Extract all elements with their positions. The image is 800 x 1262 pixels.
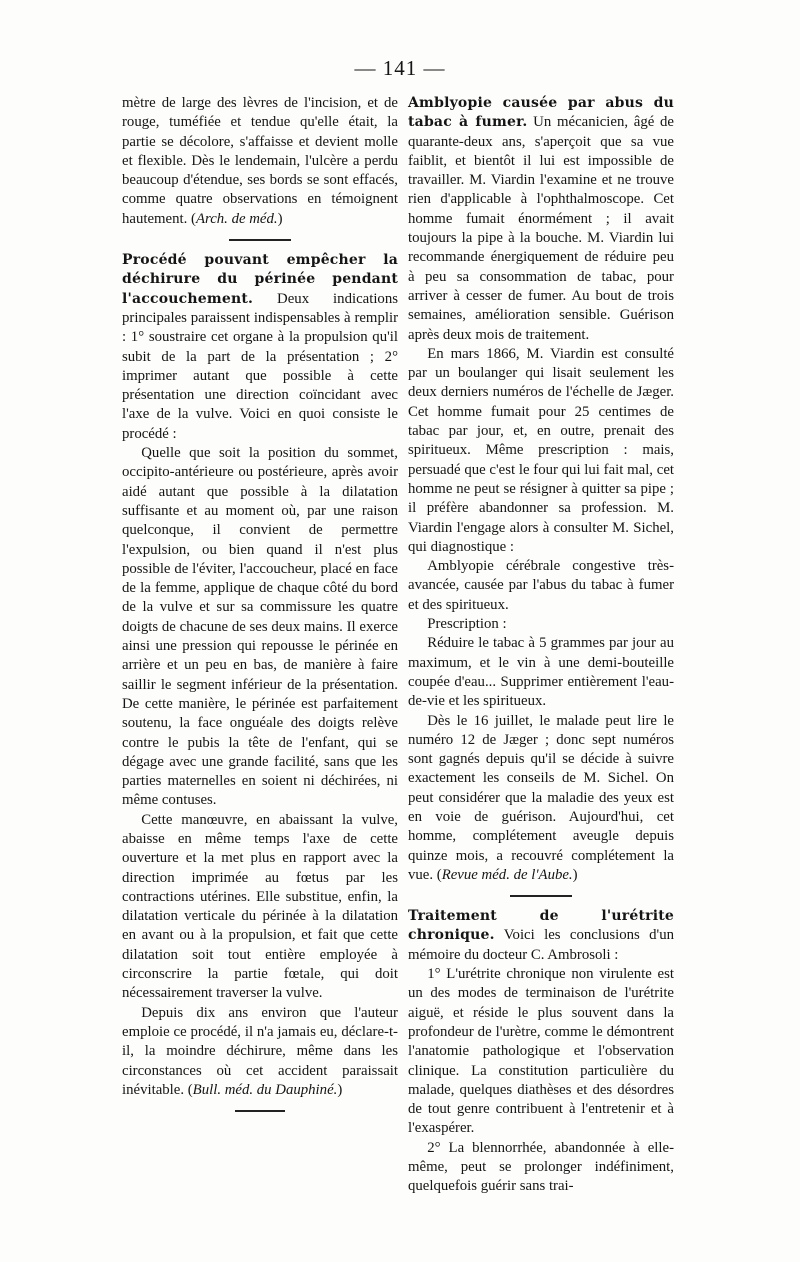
paragraph-text: ) (277, 210, 283, 227)
paragraph-text: Un mécanicien, âgé de quarante-deux ans, s'aperçoit que sa vue faiblit, et bientôt il lui est impossible de travailler. M. Viardin l'examine et ne trouve rien d'applicable à l'ophthalmoscope. Cet homme fumait énormément ; il avait toujours la pipe à la bouche. M. Viardin lui recommande énergiquement de réduire peu à peu sa consommation de tabac, pour arriver à cesser de fumer. Au bout de trois semaines, amélioration sensible. Guérison après deux mois de traitement. (408, 114, 674, 343)
paragraph (408, 712, 674, 886)
paragraph: Cette manœuvre, en abaissant la vulve, abaisse en même temps l'axe de cette ouverture et la met plus en rapport avec la direction imprimée au fœtus par les contractions utérines. Elle substitue, enfin, la dilatation verticale du périnée à la dilatation en avant ou à la propulsion, et fait que cette dilatation soit tout entière employée à circonscrire la partie fœtale, qui doit nécessairement traverser la vulve. (122, 811, 398, 1002)
section-heading: Procédé pouvant empêcher la déchirure du périnée pendant l'accouchement. (122, 252, 398, 307)
section-divider (235, 1110, 285, 1112)
paragraph (122, 1004, 398, 1100)
paragraph-text: Voici les conclusions d'un mémoire du docteur C. Ambrosoli : (408, 927, 674, 963)
paragraph (408, 94, 674, 345)
paragraph: Amblyopie cérébrale congestive très-avancée, causée par l'abus du tabac à fumer et des spiritueux. (408, 558, 674, 613)
paragraph (122, 251, 398, 444)
paragraph: Quelle que soit la position du sommet, occipito-antérieure ou postérieure, après avoir aidé autant que possible à la dilatation suffisante et au moment où, par une raison quelconque, il convient de permettre l'expulsion, ou bien quand il n'est plus possible de l'éviter, l'accoucheur, placé en face de la femme, applique de chaque côté du bord de la vulve et sur sa commissure les quatre doigts de chacune de ses deux mains. Il exerce ainsi une pression qui repousse le périnée en arrière et un peu en bas, de manière à faire saillir le segment inférieur de la présentation. De cette manière, le périnée est parfaitement soutenu, la face onguéale des doigts relève contre le pubis la tête de l'enfant, qui se dégage avec une grande facilité, sans que les parties maternelles en soient ni déchirées, ni même contuses. (122, 445, 398, 809)
section-heading: Amblyopie causée par abus du tabac à fumer. (408, 95, 674, 131)
left-column (122, 94, 398, 1122)
paragraph-text: Dès le 16 juillet, le malade peut lire le numéro 12 de Jæger ; donc sept numéros sont gagnés depuis qu'il se décide à suivre exactement les conseils de M. Sichel. On peut considérer que la maladie des yeux est en voie de guérison. Aujourd'hui, cet homme, complétement aveugle depuis quinze mois, a recouvré complétement la vue. ( (408, 712, 674, 883)
paragraph: Réduire le tabac à 5 grammes par jour au maximum, et le vin à une demi-bouteille coupée d'eau... Supprimer entièrement l'eau-de-vie et les spiritueux. (408, 635, 674, 710)
paragraph-text: Depuis dix ans environ que l'auteur emploie ce procédé, il n'a jamais eu, déclare-t-il, la moindre déchirure, même dans les circonstances où cet accident paraissait inévitable. ( (122, 1004, 398, 1098)
section-divider (510, 895, 572, 897)
paragraph: En mars 1866, M. Viardin est consulté par un boulanger qui lisait seulement les deux derniers numéros de l'échelle de Jæger. Cet homme fumait pour 25 centimes de tabac par jour, et, en outre, prenait des spiritueux. Même prescription : mais, persuadé que c'est le four qui lui fait mal, cet homme ne peut se résigner à quitter sa pipe ; il préfère abandonner sa profession. M. Viardin l'engage alors à consulter M. Sichel, qui diagnostique : (408, 345, 674, 555)
citation: Arch. de méd. (195, 210, 278, 227)
paragraph: 1° L'urétrite chronique non virulente est un des modes de terminaison de l'urétrite aiguë, et réside le plus souvent dans la profondeur de l'urètre, comme le démontrent l'anatomie pathologique et l'observation clinique. La constitution particulière du malade, quelques diathèses et des désordres de tout genre contribuent à l'entretenir et à l'exaspérer. (408, 966, 674, 1137)
right-column (408, 94, 674, 1197)
paragraph (408, 907, 674, 965)
paragraph-text: mètre de large des lèvres de l'incision, et de rouge, tuméfiée et tendue qu'elle était, la partie se décolore, s'affaisse et devient molle et flexible. Dès le lendemain, l'ulcère a perdu beaucoup d'étendue, ses bords se sont effacés, comme quatre observations en témoignent hautement. ( (122, 95, 398, 227)
paragraph: 2° La blennorrhée, abandonnée à elle-même, peut se prolonger indéfiniment, quelquefois guérir sans trai- (408, 1139, 674, 1195)
citation: Revue méd. de l'Aube. (441, 866, 573, 883)
page-number: — 141 — (354, 56, 446, 80)
paragraph: Prescription : (427, 616, 507, 633)
paragraph-text: ) (337, 1081, 343, 1098)
section-heading: Traitement de l'urétrite chronique. (408, 908, 674, 944)
paragraph-text: Deux indications principales paraissent indispensables à remplir : 1° soustraire cet organe à la propulsion qu'il subit de la part de la présentation ; 2° imprimer autant que possible à cette présentation une direction coïncidant avec l'axe de la vulve. Voici en quoi consiste le procédé : (122, 290, 398, 442)
citation: Bull. méd. du Dauphiné. (192, 1081, 338, 1098)
paragraph (122, 94, 398, 229)
paragraph-text: ) (572, 866, 578, 883)
section-divider (229, 239, 291, 241)
